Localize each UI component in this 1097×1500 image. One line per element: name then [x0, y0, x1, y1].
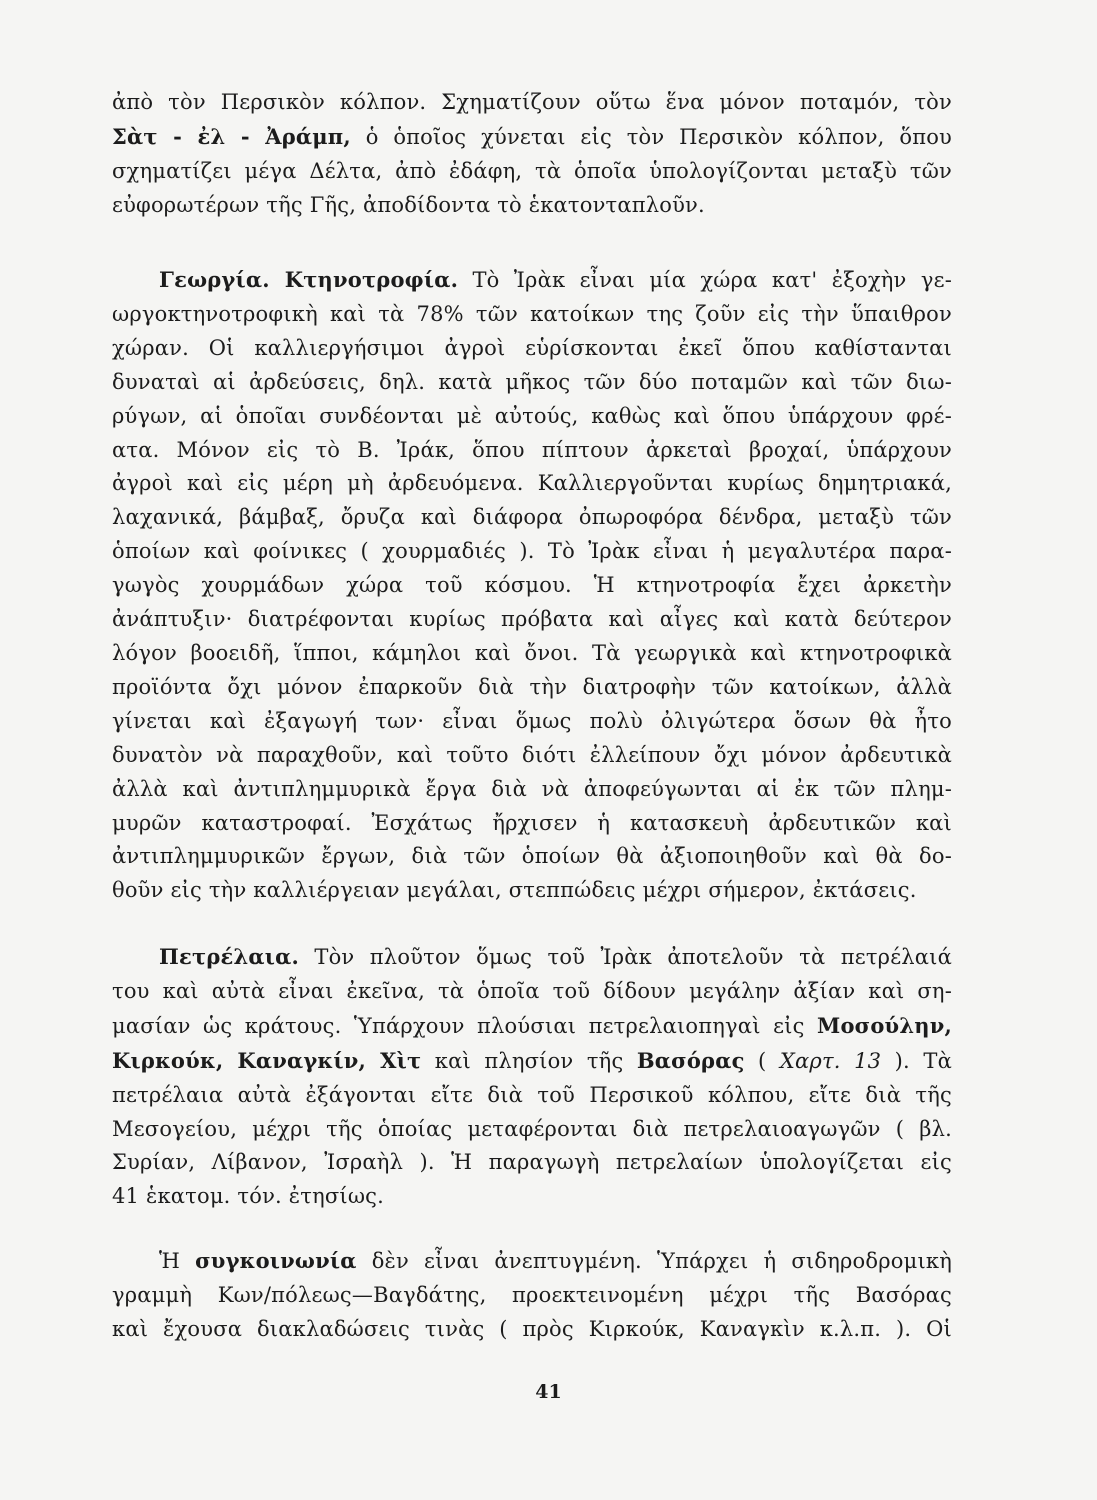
- text-run: μασίαν ὡς κράτους. Ὑπάρχουν πλούσιαι πετρελαιοπηγαὶ εἰς: [112, 1013, 817, 1038]
- text-line: [112, 807, 952, 841]
- text-line: [112, 155, 952, 189]
- text-run: ἀντιπλημμυρικῶν ἔργων, διὰ τῶν ὁποίων θὰ ἀξιοποιηθοῦν καὶ θὰ δο-: [112, 844, 952, 869]
- text-line: [112, 1279, 952, 1313]
- text-line: [112, 1044, 952, 1079]
- text-run: ρύγων, αἱ ὁποῖαι συνδέονται μὲ αὐτούς, καθὼς καὶ ὅπου ὑπάρχουν φρέ-: [112, 403, 952, 428]
- bold-term: συγκοινωνία: [195, 1248, 357, 1273]
- text-run: λαχανικά, βάμβαξ, ὄρυζα καὶ διάφορα ὀπωροφόρα δένδρα, μεταξὺ τῶν: [112, 505, 952, 530]
- text-line: [112, 1079, 952, 1113]
- text-line: [112, 400, 952, 434]
- text-run: ). Τὰ: [881, 1048, 952, 1073]
- text-line: [112, 773, 952, 807]
- text-line: [112, 332, 952, 366]
- text-line: [112, 1146, 952, 1180]
- text-run: γραμμὴ Κων/πόλεως—Βαγδάτης, προεκτεινομένη μέχρι τῆς Βασόρας: [112, 1282, 952, 1307]
- text-line: [112, 874, 952, 908]
- text-line: [112, 671, 952, 705]
- text-run: σχηματίζει μέγα Δέλτα, ἀπὸ ἐδάφη, τὰ ὁποῖα ὑπολογίζονται μεταξὺ τῶν: [112, 158, 952, 183]
- text-run: γωγὸς χουρμάδων χώρα τοῦ κόσμου. Ἡ κτηνοτροφία ἔχει ἀρκετὴν: [112, 573, 952, 598]
- text-run: δὲν εἶναι ἀνεπτυγμένη. Ὑπάρχει ἡ σιδηροδρομικὴ: [356, 1249, 952, 1273]
- text-line: [112, 501, 952, 535]
- text-line: [112, 298, 952, 332]
- page-number: 41: [535, 1381, 562, 1403]
- text-line: [112, 1180, 952, 1214]
- text-run: (: [744, 1048, 780, 1073]
- italic-reference: Χαρτ. 13: [779, 1048, 882, 1073]
- text-line: [112, 467, 952, 501]
- text-line: [112, 1009, 952, 1044]
- text-run: μυρῶν καταστροφαί. Ἐσχάτως ἤρχισεν ἡ κατασκευὴ ἀρδευτικῶν καὶ: [112, 810, 952, 835]
- text-run: 41 ἑκατομ. τόν. ἐτησίως.: [112, 1184, 385, 1209]
- text-line: [112, 1113, 952, 1147]
- text-run: πετρέλαια αὐτὰ ἐξάγονται εἴτε διὰ τοῦ Περσικοῦ κόλπου, εἴτε διὰ τῆς: [112, 1082, 952, 1107]
- text-run: γίνεται καὶ ἐξαγωγή των· εἶναι ὅμως πολὺ ὀλιγώτερα ὅσων θὰ ἦτο: [112, 708, 952, 733]
- text-run: Τὸ Ἰρὰκ εἶναι μία χώρα κατ' ἐξοχὴν γε-: [458, 268, 953, 292]
- bold-term: Μοσούλην,: [817, 1012, 952, 1038]
- text-line: [112, 189, 952, 223]
- text-line: [112, 1244, 952, 1279]
- text-run: ἀγροὶ καὶ εἰς μέρη μὴ ἀρδευόμενα. Καλλιεργοῦνται κυρίως δημητριακά,: [112, 471, 952, 496]
- text-line: [112, 263, 952, 298]
- text-line: [112, 705, 952, 739]
- text-run: Συρίαν, Λίβανον, Ἰσραὴλ ). Ἡ παραγωγὴ πετρελαίων ὑπολογίζεται εἰς: [112, 1150, 952, 1175]
- text-run: εὐφορωτέρων τῆς Γῆς, ἀποδίδοντα τὸ ἑκατονταπλοῦν.: [112, 192, 705, 217]
- text-run: θοῦν εἰς τὴν καλλιέργειαν μεγάλαι, στεππώδεις μέχρι σήμερον, ἐκτάσεις.: [112, 878, 917, 903]
- text-run: ὁποίων καὶ φοίνικες ( χουρμαδιές ). Τὸ Ἰρὰκ εἶναι ἡ μεγαλυτέρα παρα-: [112, 539, 952, 564]
- text-run: καὶ ἔχουσα διακλαδώσεις τινὰς ( πρὸς Κιρκούκ, Καναγκὶν κ.λ.π. ). Οἱ: [112, 1316, 952, 1341]
- text-run: ἀπὸ τὸν Περσικὸν κόλπον. Σχηματίζουν οὕτω ἕνα μόνον ποταμόν, τὸν: [112, 90, 952, 114]
- text-line: [112, 434, 952, 468]
- text-run: ωργοκτηνοτροφικὴ καὶ τὰ 78% τῶν κατοίκων της ζοῦν εἰς τὴν ὕπαιθρον: [112, 301, 952, 326]
- text-line: [112, 739, 952, 773]
- text-run: δυνατὸν νὰ παραχθοῦν, καὶ τοῦτο διότι ἐλλείπουν ὄχι μόνον ἀρδευτικὰ: [112, 742, 952, 767]
- paragraph-communications: [112, 1244, 952, 1347]
- text-line: [112, 1313, 952, 1347]
- paragraph-rivers: [112, 86, 952, 223]
- bold-term: Πετρέλαια.: [159, 944, 299, 969]
- text-line: [112, 975, 952, 1009]
- text-line: [112, 535, 952, 569]
- bold-term: Σὰτ - ἐλ - Ἀράμπ,: [112, 123, 351, 149]
- text-line: [112, 840, 952, 874]
- text-line: [112, 569, 952, 603]
- bold-term: Κιρκούκ, Καναγκίν, Χὶτ: [112, 1047, 422, 1073]
- text-run: προϊόντα ὄχι μόνον ἐπαρκοῦν διὰ τὴν διατροφὴν τῶν κατοίκων, ἀλλὰ: [112, 674, 952, 699]
- paragraph-petroleum: [112, 940, 952, 1214]
- text-run: χώραν. Οἱ καλλιεργήσιμοι ἀγροὶ εὑρίσκονται ἐκεῖ ὅπου καθίστανται: [112, 335, 952, 360]
- text-run: Ἡ: [159, 1249, 196, 1273]
- text-run: ἀνάπτυξιν· διατρέφονται κυρίως πρόβατα καὶ αἶγες καὶ κατὰ δεύτερον: [112, 607, 952, 632]
- text-line: [112, 637, 952, 671]
- bold-term: Βασόρας: [636, 1047, 745, 1073]
- text-run: δυναταὶ αἱ ἀρδεύσεις, δηλ. κατὰ μῆκος τῶν δύο ποταμῶν καὶ τῶν διω-: [112, 369, 952, 394]
- text-run: ὁ ὁποῖος χύνεται εἰς τὸν Περσικὸν κόλπον, ὅπου: [350, 124, 952, 149]
- text-line: [112, 120, 952, 155]
- text-line: [112, 366, 952, 400]
- paragraph-agriculture: [112, 263, 952, 908]
- text-run: καὶ πλησίον τῆς: [421, 1048, 637, 1073]
- text-run: Τὸν πλοῦτον ὅμως τοῦ Ἰρὰκ ἀποτελοῦν τὰ πετρέλαιά: [298, 945, 952, 969]
- text-run: του καὶ αὐτὰ εἶναι ἐκεῖνα, τὰ ὁποῖα τοῦ δίδουν μεγάλην ἀξίαν καὶ ση-: [112, 978, 952, 1003]
- bold-term: Γεωργία. Κτηνοτροφία.: [159, 267, 459, 292]
- text-run: ατα. Μόνον εἰς τὸ Β. Ἰράκ, ὅπου πίπτουν ἀρκεταὶ βροχαί, ὑπάρχουν: [112, 437, 952, 462]
- text-line: [112, 86, 952, 120]
- text-run: ἀλλὰ καὶ ἀντιπλημμυρικὰ ἔργα διὰ νὰ ἀποφεύγωνται αἱ ἐκ τῶν πλημ-: [112, 776, 952, 801]
- text-run: Μεσογείου, μέχρι τῆς ὁποίας μεταφέρονται διὰ πετρελαιοαγωγῶν ( βλ.: [112, 1116, 952, 1141]
- text-line: [112, 940, 952, 975]
- text-run: λόγον βοοειδῆ, ἵπποι, κάμηλοι καὶ ὄνοι. Τὰ γεωργικὰ καὶ κτηνοτροφικὰ: [112, 640, 952, 665]
- text-line: [112, 603, 952, 637]
